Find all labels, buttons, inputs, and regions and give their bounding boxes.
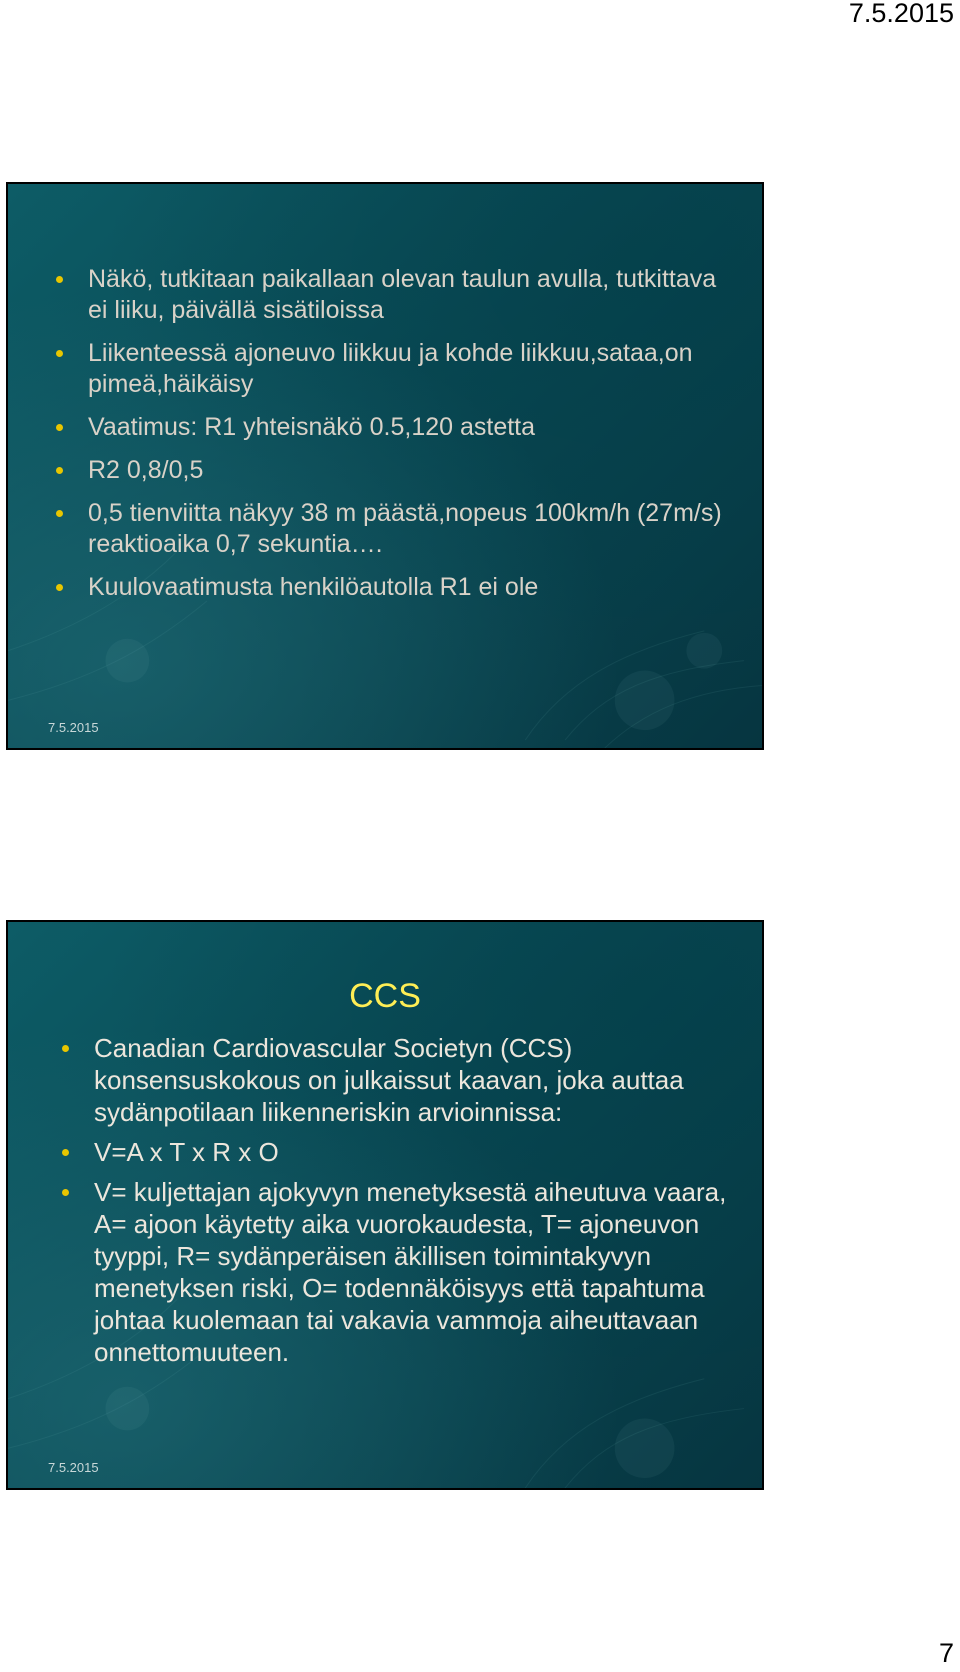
list-item [52,572,742,603]
list-item [52,498,742,560]
bullet-icon [56,424,63,431]
list-item [52,455,742,486]
page-number: 7 [938,1638,954,1668]
bullet-text: 0,5 tienviitta näkyy 38 m päästä,nopeus 100km/h (27m/s) reaktioaika 0,7 sekuntia…. [88,499,722,558]
list-item [52,412,742,443]
bullet-text: Näkö, tutkitaan paikallaan olevan taulun avulla, tutkittava ei liiku, päivällä sisätiloissa [88,265,717,324]
bullet-icon [56,276,63,283]
slide-ccs-formula [6,920,764,1490]
slide-vision-requirements [6,182,764,750]
slide-2-footer-date: 7.5.2015 [48,1460,99,1475]
list-item [58,1176,748,1368]
slide-1-bullet-list [52,264,742,615]
bullet-text: V=A x T x R x O [94,1137,279,1167]
bullet-text: Vaatimus: R1 yhteisnäkö 0.5,120 astetta [88,413,536,441]
bullet-icon [62,1045,69,1052]
bullet-text: Liikenteessä ajoneuvo liikkuu ja kohde liikkuu,sataa,on pimeä,häikäisy [88,339,693,398]
bullet-text: R2 0,8/0,5 [88,456,204,484]
slide-title: CCS [349,977,421,1015]
list-item [52,264,742,326]
page-header-date: 7.5.2015 [848,0,954,28]
slide-2-bullet-list [58,1032,748,1376]
bullet-icon [56,350,63,357]
bullet-icon [56,510,63,517]
bullet-icon [62,1149,69,1156]
list-item [58,1032,748,1128]
list-item [58,1136,748,1168]
list-item [52,338,742,400]
bullet-icon [56,584,63,591]
bullet-text: Canadian Cardiovascular Societyn (CCS) konsensuskokous on julkaissut kaavan, joka auttaa sydänpotilaan liikenneriskin arvioinnissa: [94,1033,684,1127]
bullet-text: Kuulovaatimusta henkilöautolla R1 ei ole [88,573,539,601]
bullet-text: V= kuljettajan ajokyvyn menetyksestä aiheutuva vaara, A= ajoon käytetty aika vuorokaudesta, T= ajoneuvon tyyppi, R= sydänperäisen äkillisen toimintakyvyn menetyksen riski, O= todennäköisyys että tapahtuma johtaa kuolemaan tai vakavia vammoja aiheuttavaan onnettomuuteen. [94,1177,727,1367]
bullet-icon [56,467,63,474]
slide-1-footer-date: 7.5.2015 [48,720,99,735]
bullet-icon [62,1189,69,1196]
